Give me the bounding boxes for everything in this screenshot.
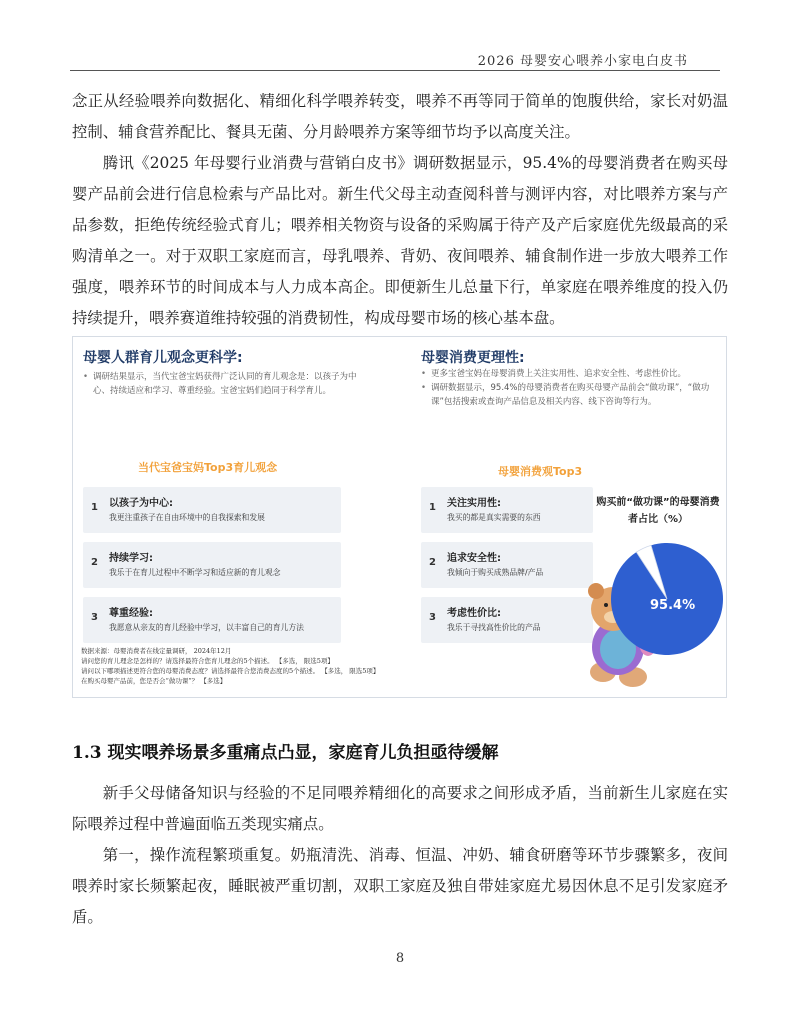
source-line: 数据来源：母婴消费者在线定量调研， 2024年12月 xyxy=(81,647,232,655)
section-heading: 1.3 现实喂养场景多重痛点凸显，家庭育儿负担亟待缓解 xyxy=(72,743,499,763)
item-title: 追求安全性: xyxy=(447,553,501,564)
left-heading: 母婴人群育儿观念更科学: xyxy=(83,350,243,366)
right-subheading: 母婴消费观Top3 xyxy=(498,465,583,478)
left-subheading: 当代宝爸宝妈Top3育儿观念 xyxy=(138,461,278,474)
source-line: 请问您的育儿理念是怎样的？请选择最符合您育儿理念的5个描述。 【多选， 限选5项】 xyxy=(81,657,334,665)
section-paragraph-1: 新手父母储备知识与经验的不足同喂养精细化的高要求之间形成矛盾，当前新生儿家庭在实际喂养过程中普遍面临五类现实痛点。 xyxy=(72,784,728,833)
item-description: 我愿意从亲友的育儿经验中学习，以丰富自己的育儿方法 xyxy=(109,623,304,632)
paragraph-tencent-survey: 腾讯《2025 年母婴行业消费与营销白皮书》调研数据显示，95.4%的母婴消费者在购买母婴产品前会进行信息检索与产品比对。新生代父母主动查阅科普与测评内容，对比喂养方案与产品参数，拒绝传统经验式育儿；喂养相关物资与设备的采购属于待产及产后家庭优先级最高的采购清单之一。对于双职工家庭而言，母乳喂养、背奶、夜间喂养、辅食制作进一步放大喂养工作强度，喂养环节的时间成本与人力成本高企。即便新生儿总量下行，单家庭在喂养维度的投入仍持续提升，喂养赛道维持较强的消费韧性，构成母婴市场的核心基本盘。 xyxy=(72,154,728,327)
pie-chart-title: 购买前“做功课”的母婴消费者占比（%） xyxy=(596,497,720,525)
item-title: 以孩子为中心: xyxy=(109,498,173,509)
pie-data-label: 95.4% xyxy=(650,598,696,613)
item-description: 我更注重孩子在自由环境中的自我探索和发展 xyxy=(109,513,265,522)
item-description: 我乐于在育儿过程中不断学习和适应新的育儿观念 xyxy=(109,568,281,577)
right-bullet: • 调研数据显示，95.4%的母婴消费者在购买母婴产品前会“做功课”，“做功课”包括搜索或查询产品信息及相关内容、线下咨询等行为。 xyxy=(421,381,711,409)
item-title: 持续学习: xyxy=(109,553,153,564)
item-title: 考虑性价比: xyxy=(447,608,501,619)
section-paragraph-2: 第一，操作流程繁琐重复。奶瓶清洗、消毒、恒温、冲奶、辅食研磨等环节步骤繁多，夜间喂养时家长频繁起夜，睡眠被严重切割，双职工家庭及独自带娃家庭尤易因休息不足引发家庭矛盾。 xyxy=(72,846,728,926)
running-header-title: 2026 母婴安心喂养小家电白皮书 xyxy=(477,54,688,69)
item-number: 3 xyxy=(91,612,98,623)
header-rule xyxy=(70,70,720,71)
item-title: 关注实用性: xyxy=(447,498,501,509)
source-line: 在购买母婴产品前，您是否会“做功课”？ 【多选】 xyxy=(81,677,227,685)
paragraph-continued: 念正从经验喂养向数据化、精细化科学喂养转变，喂养不再等同于简单的饱腹供给，家长对奶温控制、辅食营养配比、餐具无菌、分月龄喂养方案等细节均予以高度关注。 xyxy=(72,92,728,141)
page-number: 8 xyxy=(395,951,405,966)
item-description: 我乐于寻找高性价比的产品 xyxy=(447,623,541,632)
figure-source-notes xyxy=(81,646,379,686)
right-bullet: • 更多宝爸宝妈在母婴消费上关注实用性、追求安全性、考虑性价比。 xyxy=(421,367,711,381)
left-bullet: • 调研结果显示，当代宝爸宝妈获得广泛认同的育儿观念是：以孩子为中心、持续适应和学习、尊重经验。宝爸宝妈们趋同于科学育儿。 xyxy=(83,370,363,398)
infographic-figure xyxy=(72,336,727,698)
item-number: 3 xyxy=(429,612,436,623)
item-title: 尊重经验: xyxy=(109,608,153,619)
item-description: 我倾向于购买成熟品牌/产品 xyxy=(447,568,544,577)
item-number: 1 xyxy=(91,502,98,513)
item-number: 1 xyxy=(429,502,436,513)
item-number: 2 xyxy=(91,557,98,568)
item-description: 我买的都是真实需要的东西 xyxy=(447,513,541,522)
source-line: 请问以下哪项描述更符合您的母婴消费态度？请选择最符合您消费态度的5个描述。 【多选， 限选5项】 xyxy=(81,667,380,675)
item-number: 2 xyxy=(429,557,436,568)
pie-chart xyxy=(73,337,728,699)
right-heading: 母婴消费更理性: xyxy=(421,350,525,366)
